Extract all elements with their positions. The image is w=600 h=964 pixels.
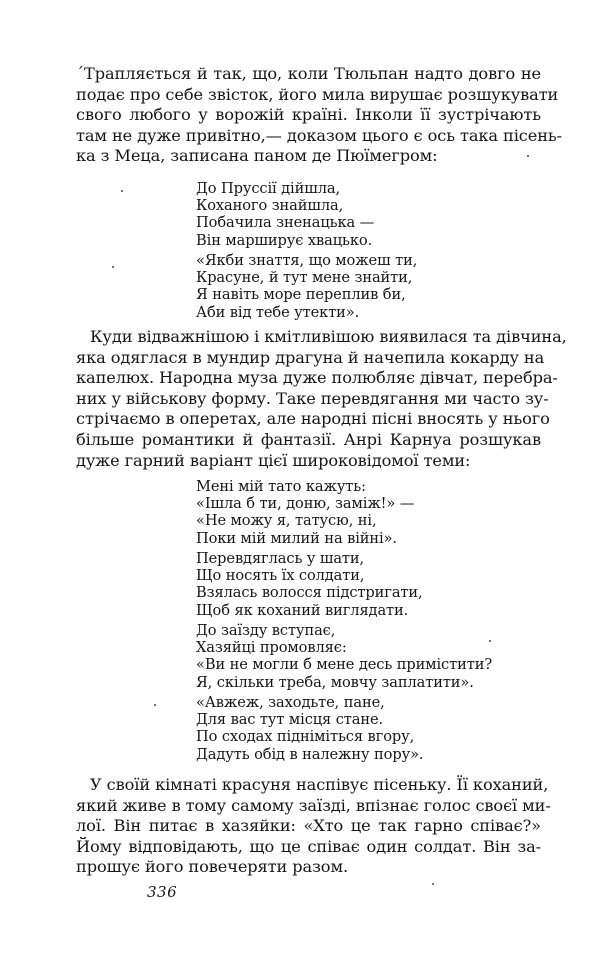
verse-line: Він марширує хвацько. — [196, 231, 373, 249]
verse-line: Хазяйці промовляє: — [196, 639, 347, 657]
text-line: них у військову форму. Таке перевдягання ми часто зу- — [76, 388, 549, 408]
print-speck — [154, 704, 156, 706]
verse-line: Перевдяглась у шати, — [196, 550, 365, 567]
text-line: У своїй кімнаті красуня наспівує пісеньку. Її коханий, — [90, 775, 549, 794]
paragraph-3 — [76, 775, 551, 878]
verse-line: Дадуть обід в належну пору». — [196, 745, 424, 763]
text-line: капелюх. Народна муза дуже полюбляє дівчат, перебра- — [76, 368, 558, 388]
poem-2-stanza-2 — [196, 550, 423, 619]
verse-line: До заїзду вступає, — [196, 622, 336, 639]
print-speck — [121, 190, 123, 192]
verse-line: «Ви не могли б мене десь примістити? — [196, 656, 493, 674]
text-line: прошує його повечеряти разом. — [76, 857, 348, 877]
text-line: свого любого у ворожій країні. Інколи її зустрічають — [76, 105, 541, 125]
verse-line: «Якби знаття, що можеш ти, — [196, 252, 418, 269]
print-speck — [432, 883, 434, 885]
verse-line: Для вас тут місця стане. — [196, 711, 384, 729]
verse-line: Щоб як коханий виглядати. — [196, 601, 409, 619]
text-line: ка з Меца, записана паном де Пюїмегром: — [76, 146, 438, 166]
verse-line: Коханого знайшла, — [196, 197, 344, 215]
verse-line: Побачила зненацька — — [196, 214, 375, 232]
text-line: Йому відповідають, що це співає один солдат. Він за- — [76, 836, 541, 856]
print-speck — [489, 640, 491, 642]
text-line: більше романтики й фантазії. Анрі Карнуа розшукав — [76, 429, 541, 449]
verse-line: Я навіть море переплив би, — [196, 286, 406, 304]
text-line: ´Трапляється й так, що, коли Тюльпан надто довго не — [76, 64, 541, 83]
text-line: яка одяглася в мундир драгуна й начепила кокарду на — [76, 347, 545, 367]
text-line: дуже гарний варіант цієї широковідомої теми: — [76, 450, 471, 470]
poem-1-stanza-2 — [196, 252, 417, 321]
verse-line: Що носять їх солдати, — [196, 567, 365, 585]
text-line: подає про себе звісток, його мила вирушає розшукувати — [76, 84, 559, 104]
paragraph-1 — [76, 64, 562, 167]
poem-1-stanza-1 — [196, 180, 374, 249]
verse-line: Мені мій тато кажуть: — [196, 478, 366, 495]
verse-line: До Пруссії дійшла, — [196, 180, 341, 197]
text-line: стрічаємо в оперетах, але народні пісні вносять у нього — [76, 409, 550, 429]
verse-line: «Не можу я, татусю, ні, — [196, 512, 377, 530]
verse-line: Я, скільки треба, мовчу заплатити». — [196, 673, 474, 691]
text-line: Куди відважнішою і кмітливішою виявилася та дівчина, — [90, 327, 567, 346]
poem-2-stanza-1 — [196, 478, 414, 547]
verse-line: По сходах підніміться вгору, — [196, 728, 415, 746]
poem-2-stanza-4 — [196, 694, 423, 763]
page-number: 336 — [147, 883, 178, 901]
print-speck — [112, 266, 114, 268]
verse-line: Поки мій милий на війні». — [196, 529, 397, 547]
text-line: який живе в тому самому заїзді, впізнає голос своєї ми- — [76, 795, 551, 815]
verse-line: Аби від тебе утекти». — [196, 303, 360, 321]
verse-line: «Авжеж, заходьте, пане, — [196, 694, 385, 711]
verse-line: «Ішла б ти, доню, заміж!» — — [196, 495, 415, 513]
text-line: лої. Він питає в хазяйки: «Хто це так гарно співає?» — [76, 816, 541, 836]
verse-line: Взялась волосся підстригати, — [196, 584, 423, 602]
text-line: там не дуже привітно,— доказом цього є ось така пісень- — [76, 125, 562, 145]
paragraph-2 — [76, 327, 567, 471]
verse-line: Красуне, й тут мене знайти, — [196, 269, 413, 287]
poem-2-stanza-3 — [196, 622, 492, 691]
print-speck — [527, 155, 529, 157]
